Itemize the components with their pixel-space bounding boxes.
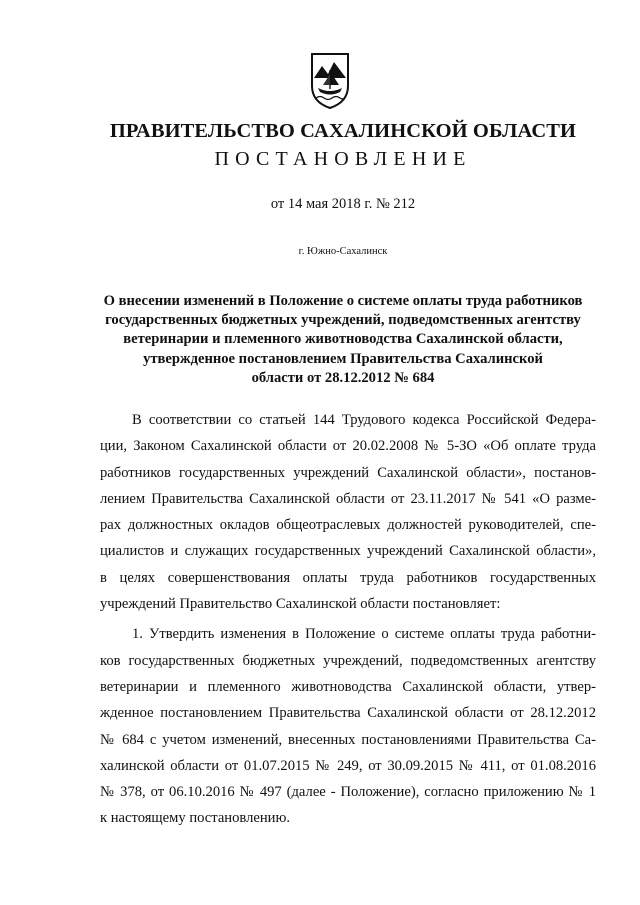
subject-line: О внесении изменений в Положение о системе оплаты труда работников xyxy=(103,293,583,309)
subject-line: государственных бюджетных учреждений, подведомственных агентству xyxy=(105,312,581,329)
body-line: № 684 с учетом изменений, внесенных постановлениями Правительства Са- xyxy=(100,731,596,748)
subject-line: области от 28.12.2012 № 684 xyxy=(251,369,435,386)
body-line: в целях совершенствования оплаты труда работников государственных xyxy=(100,569,596,586)
subject-line: ветеринарии и племенного животноводства Сахалинской области, xyxy=(123,331,563,348)
body-line: к настоящему постановлению. xyxy=(100,810,291,827)
body-line: халинской области от 01.07.2015 № 249, от 30.09.2015 № 411, от 01.08.2016 xyxy=(100,757,596,774)
body-line: циалистов и служащих государственных учреждений Сахалинской области», xyxy=(100,543,596,560)
body-line: ков государственных бюджетных учреждений, подведомственных агентству xyxy=(100,652,596,669)
body-line: ции, Законом Сахалинской области от 20.02.2008 № 5-ЗО «Об оплате труда xyxy=(100,438,596,455)
body-line: 1. Утвердить изменения в Положение о системе оплаты труда работни- xyxy=(132,626,596,643)
body-line: ветеринарии и племенного животноводства Сахалинской области, утвер- xyxy=(100,678,596,695)
document-type: ПОСТАНОВЛЕНИЕ xyxy=(214,148,472,170)
body-line: В соответствии со статьей 144 Трудового кодекса Российской Федера- xyxy=(132,412,596,428)
body-line: жденное постановлением Правительства Сахалинской области от 28.12.2012 xyxy=(100,705,596,722)
body-line: рах должностных окладов общеотраслевых должностей руководителей, спе- xyxy=(100,517,596,534)
body-line: лением Правительства Сахалинской области от 23.11.2017 № 541 «О разме- xyxy=(100,490,596,507)
body-line: учреждений Правительство Сахалинской области постановляет: xyxy=(100,596,501,613)
document-city: г. Южно-Сахалинск xyxy=(298,246,388,257)
document-body xyxy=(100,407,596,832)
body-line: № 378, от 06.10.2016 № 497 (далее - Положение), согласно приложению № 1 xyxy=(100,784,596,801)
subject-line: утвержденное постановлением Правительства Сахалинской xyxy=(143,350,543,367)
body-line: работников государственных учреждений Сахалинской области», постанов- xyxy=(100,464,596,481)
organization-title: ПРАВИТЕЛЬСТВО САХАЛИНСКОЙ ОБЛАСТИ xyxy=(109,120,577,142)
coat-of-arms-icon xyxy=(310,52,350,110)
document-subject xyxy=(90,292,596,388)
document-date: от 14 мая 2018 г. № 212 xyxy=(270,196,416,212)
